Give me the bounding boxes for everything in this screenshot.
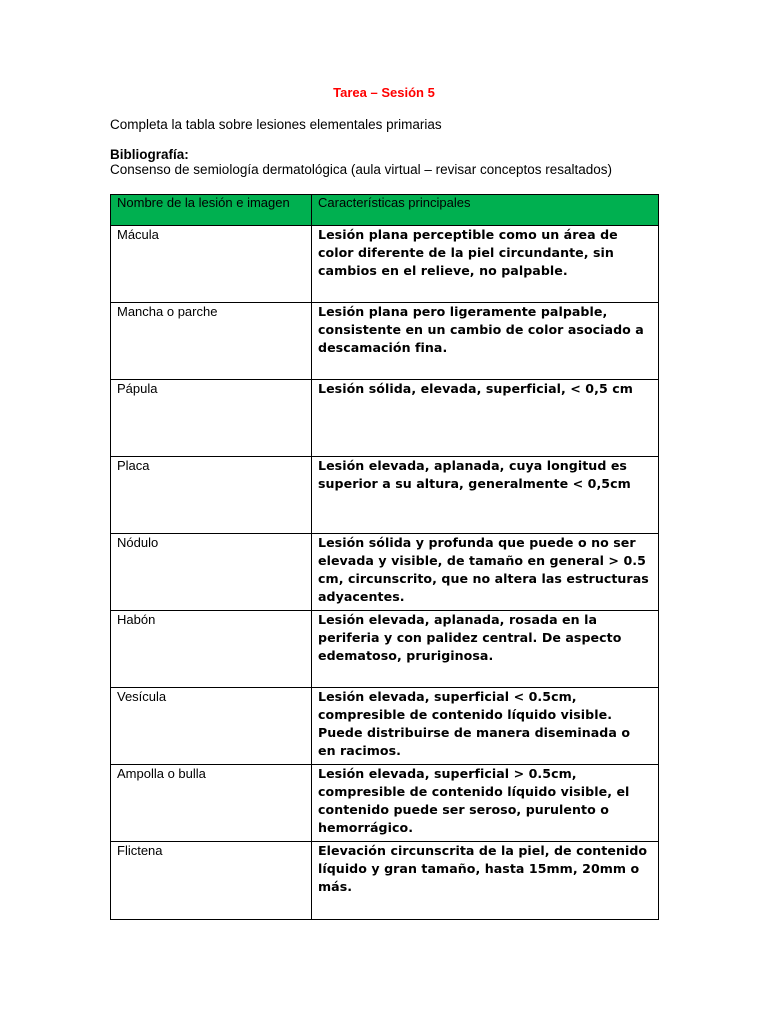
- table-row: [111, 688, 659, 765]
- table-row: [111, 380, 659, 457]
- lesion-name: Nódulo: [117, 535, 159, 550]
- table-row: [111, 534, 659, 611]
- lesion-description: Lesión elevada, aplanada, rosada en la periferia y con palidez central. De aspecto edematoso, pruriginosa.: [318, 612, 622, 663]
- instruction-text: Completa la tabla sobre lesiones elementales primarias: [110, 117, 442, 132]
- lesion-description-cell: [312, 380, 659, 457]
- lesion-description-cell: [312, 688, 659, 765]
- lesions-table: [110, 194, 659, 920]
- lesion-name: Pápula: [117, 381, 158, 396]
- lesion-description-cell: [312, 534, 659, 611]
- lesion-name-cell: [111, 226, 312, 303]
- lesion-description-cell: [312, 303, 659, 380]
- table-row: [111, 611, 659, 688]
- lesion-description-cell: [312, 842, 659, 920]
- lesion-description-cell: [312, 457, 659, 534]
- lesion-name-cell: [111, 765, 312, 842]
- lesion-name: Mancha o parche: [117, 304, 218, 319]
- lesion-name-cell: [111, 303, 312, 380]
- table-row: [111, 226, 659, 303]
- lesion-name-cell: [111, 534, 312, 611]
- header-lesion-name: [111, 195, 312, 226]
- lesion-name: Habón: [117, 612, 156, 627]
- page-title: Tarea – Sesión 5: [333, 85, 435, 100]
- lesion-name-cell: [111, 457, 312, 534]
- header-characteristics: [312, 195, 659, 226]
- lesion-description: Lesión plana pero ligeramente palpable, consistente en un cambio de color asociado a descamación fina.: [318, 304, 644, 355]
- lesion-description: Elevación circunscrita de la piel, de contenido líquido y gran tamaño, hasta 15mm, 20mm o más.: [318, 843, 648, 894]
- table-row: [111, 457, 659, 534]
- lesion-name: Mácula: [117, 227, 159, 242]
- table-row: [111, 303, 659, 380]
- bibliography-label: Bibliografía:: [110, 147, 189, 162]
- lesion-name: Placa: [117, 458, 150, 473]
- table-row: [111, 842, 659, 920]
- table-row: [111, 765, 659, 842]
- lesion-name: Flictena: [117, 843, 163, 858]
- table-header-row: [111, 195, 659, 226]
- lesion-description-cell: [312, 611, 659, 688]
- lesion-description: Lesión sólida, elevada, superficial, < 0,5 cm: [318, 381, 633, 396]
- lesion-name-cell: [111, 688, 312, 765]
- lesion-name-cell: [111, 380, 312, 457]
- lesion-description: Lesión elevada, superficial < 0.5cm, compresible de contenido líquido visible. Puede distribuirse de manera diseminada o en racimos.: [318, 689, 631, 758]
- lesion-name-cell: [111, 611, 312, 688]
- lesion-description: Lesión elevada, superficial > 0.5cm, compresible de contenido líquido visible, el contenido puede ser seroso, purulento o hemorrágico.: [318, 766, 630, 835]
- lesion-description: Lesión elevada, aplanada, cuya longitud es superior a su altura, generalmente < 0,5cm: [318, 458, 631, 491]
- lesion-description: Lesión sólida y profunda que puede o no ser elevada y visible, de tamaño en general > 0.5 cm, circunscrito, que no altera las estructuras adyacentes.: [318, 535, 649, 604]
- lesion-name-cell: [111, 842, 312, 920]
- header-lesion-name-text: Nombre de la lesión e imagen: [117, 195, 290, 210]
- bibliography-text: Consenso de semiología dermatológica (aula virtual – revisar conceptos resaltados): [110, 162, 613, 177]
- lesion-description-cell: [312, 765, 659, 842]
- header-characteristics-text: Características principales: [318, 195, 471, 210]
- lesion-description: Lesión plana perceptible como un área de color diferente de la piel circundante, sin cambios en el relieve, no palpable.: [318, 227, 618, 278]
- lesion-description-cell: [312, 226, 659, 303]
- lesion-name: Ampolla o bulla: [117, 766, 206, 781]
- lesion-name: Vesícula: [117, 689, 167, 704]
